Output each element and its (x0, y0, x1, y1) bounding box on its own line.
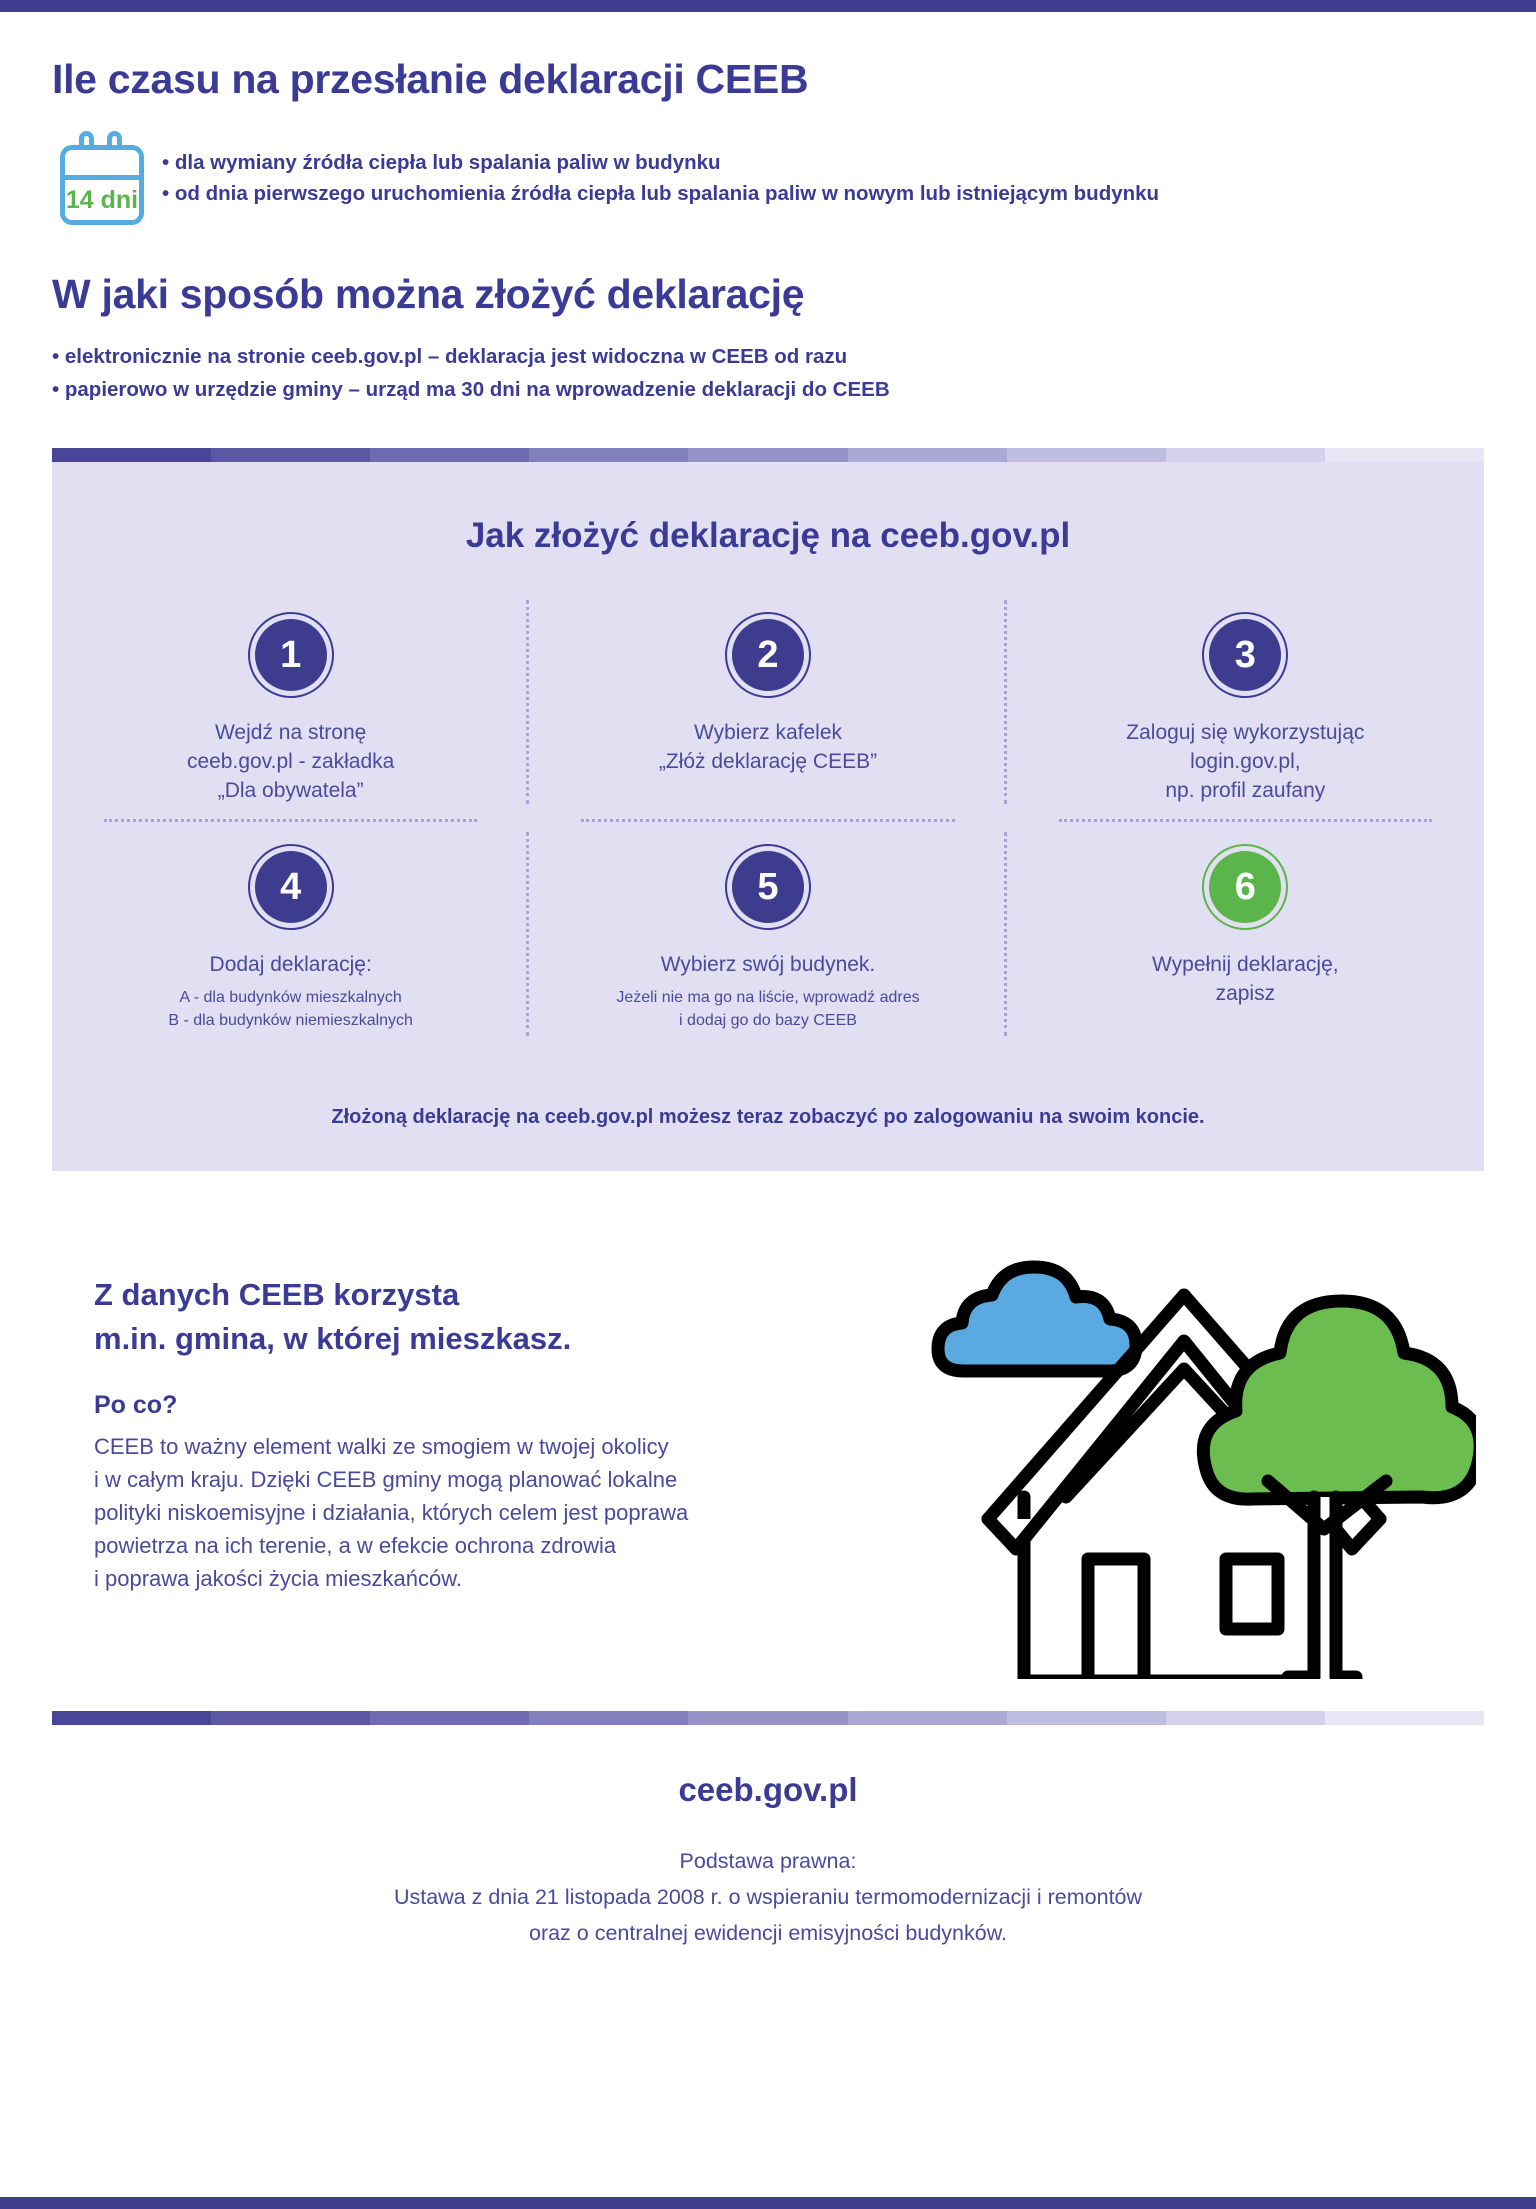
how-to-submit-bullets (52, 340, 1484, 406)
top-accent-bar (0, 0, 1536, 12)
step-5-badge (725, 844, 811, 930)
section-time-limit (0, 56, 1536, 225)
who-uses-data-copy (52, 1229, 932, 1595)
gradient-segment-9 (1325, 448, 1484, 462)
step-6-text: Wypełnij deklarację, zapisz (1152, 953, 1339, 1005)
time-limit-bullets (162, 147, 1159, 209)
steps-grid (52, 590, 1484, 1054)
footer-legal (0, 1843, 1536, 1951)
who-uses-data-subheading: Po co? (94, 1391, 178, 1419)
step-1-badge (248, 612, 334, 698)
gradient-segment-6 (848, 1711, 1007, 1725)
step-4-number: 4 (255, 851, 327, 923)
gradient-strip-bottom (52, 1711, 1484, 1725)
gradient-segment-2 (211, 448, 370, 462)
step-6-number: 6 (1209, 851, 1281, 923)
step-1-number: 1 (255, 619, 327, 691)
who-uses-data-body: CEEB to ważny element walki ze smogiem w twojej okolicy i w całym kraju. Dzięki CEEB gminy mogą planować lokalne polityki niskoemisyjne i działania, których celem jest poprawa powietrza na ich terenie, a w efekcie ochrona zdrowia i poprawa jakości życia mieszkańców. (94, 1434, 689, 1591)
step-6-badge (1202, 844, 1288, 930)
calendar-divider (60, 175, 144, 180)
step-4-text: Dodaj deklarację: (209, 953, 372, 976)
gradient-segment-5 (688, 1711, 847, 1725)
gradient-segment-8 (1166, 448, 1325, 462)
step-2-badge (725, 612, 811, 698)
gradient-segment-3 (370, 1711, 529, 1725)
step-5-text: Wybierz swój budynek. (660, 953, 876, 976)
step-4-subtext: A - dla budynków mieszkalnych B - dla budynków niemieszkalnych (168, 989, 413, 1029)
gradient-segment-1 (52, 448, 211, 462)
step-2-text: Wybierz kafelek „Złóż deklarację CEEB” (658, 721, 878, 773)
step-1-text: Wejdź na stronę ceeb.gov.pl - zakładka „Dla obywatela” (186, 721, 395, 802)
how-to-submit-bullet-1: • elektronicznie na stronie ceeb.gov.pl – deklaracja jest widoczna w CEEB od razu (52, 345, 848, 368)
gradient-segment-3 (370, 448, 529, 462)
gradient-segment-4 (529, 1711, 688, 1725)
footer-legal-heading: Podstawa prawna: (679, 1849, 857, 1873)
how-to-submit-bullet-2: • papierowo w urzędzie gminy – urząd ma 30 dni na wprowadzenie deklaracji do CEEB (52, 378, 890, 401)
gradient-segment-1 (52, 1711, 211, 1725)
step-5 (529, 822, 1006, 1054)
step-5-number: 5 (732, 851, 804, 923)
gradient-segment-2 (211, 1711, 370, 1725)
time-limit-row (52, 131, 1484, 225)
steps-panel-title: Jak złożyć deklarację na ceeb.gov.pl (465, 516, 1071, 555)
step-2 (529, 590, 1006, 822)
how-to-submit-title: W jaki sposób można złożyć deklarację (52, 271, 805, 317)
step-3-number: 3 (1209, 619, 1281, 691)
cloud-shape (938, 1267, 1136, 1371)
footer (0, 1725, 1536, 1951)
step-3-badge (1202, 612, 1288, 698)
step-4 (52, 822, 529, 1054)
tree-crown (1203, 1301, 1476, 1499)
step-5-subtext: Jeżeli nie ma go na liście, wprowadź adres i dodaj go do bazy CEEB (616, 989, 920, 1029)
steps-panel-footnote: Złożoną deklarację na ceeb.gov.pl możesz teraz zobaczyć po zalogowaniu na swoim koncie. (331, 1106, 1205, 1128)
gradient-segment-5 (688, 448, 847, 462)
gradient-segment-4 (529, 448, 688, 462)
step-6 (1007, 822, 1484, 1054)
step-3-text: Zaloguj się wykorzystując login.gov.pl, np. profil zaufany (1126, 721, 1365, 802)
gradient-segment-8 (1166, 1711, 1325, 1725)
step-4-badge (248, 844, 334, 930)
gradient-segment-7 (1007, 1711, 1166, 1725)
who-uses-data-heading: Z danych CEEB korzysta m.in. gmina, w której mieszkasz. (94, 1277, 572, 1356)
footer-legal-line-2: oraz o centralnej ewidencji emisyjności budynków. (528, 1921, 1008, 1945)
house-tree-cloud-illustration (916, 1229, 1476, 1679)
section-how-to-submit (0, 271, 1536, 406)
gradient-segment-7 (1007, 448, 1166, 462)
time-limit-bullet-1: • dla wymiany źródła ciepła lub spalania paliw w budynku (162, 151, 721, 174)
time-limit-bullet-2: • od dnia pierwszego uruchomienia źródła ciepła lub spalania paliw w nowym lub istniejącym budynku (162, 182, 1160, 205)
house-window (1226, 1559, 1278, 1629)
section-who-uses-data (0, 1229, 1536, 1669)
calendar-days-label: 14 dni (65, 186, 139, 214)
step-1 (52, 590, 529, 822)
footer-legal-line-1: Ustawa z dnia 21 listopada 2008 r. o wspieraniu termomodernizacji i remontów (393, 1885, 1143, 1909)
steps-panel (52, 462, 1484, 1171)
gradient-segment-6 (848, 448, 1007, 462)
bottom-accent-bar (0, 2197, 1536, 2209)
calendar-icon (60, 131, 144, 225)
step-3 (1007, 590, 1484, 822)
gradient-strip-top (52, 448, 1484, 462)
footer-url[interactable]: ceeb.gov.pl (678, 1771, 858, 1808)
step-2-number: 2 (732, 619, 804, 691)
page-title: Ile czasu na przesłanie deklaracji CEEB (52, 56, 809, 102)
house-door (1088, 1559, 1144, 1679)
gradient-segment-9 (1325, 1711, 1484, 1725)
